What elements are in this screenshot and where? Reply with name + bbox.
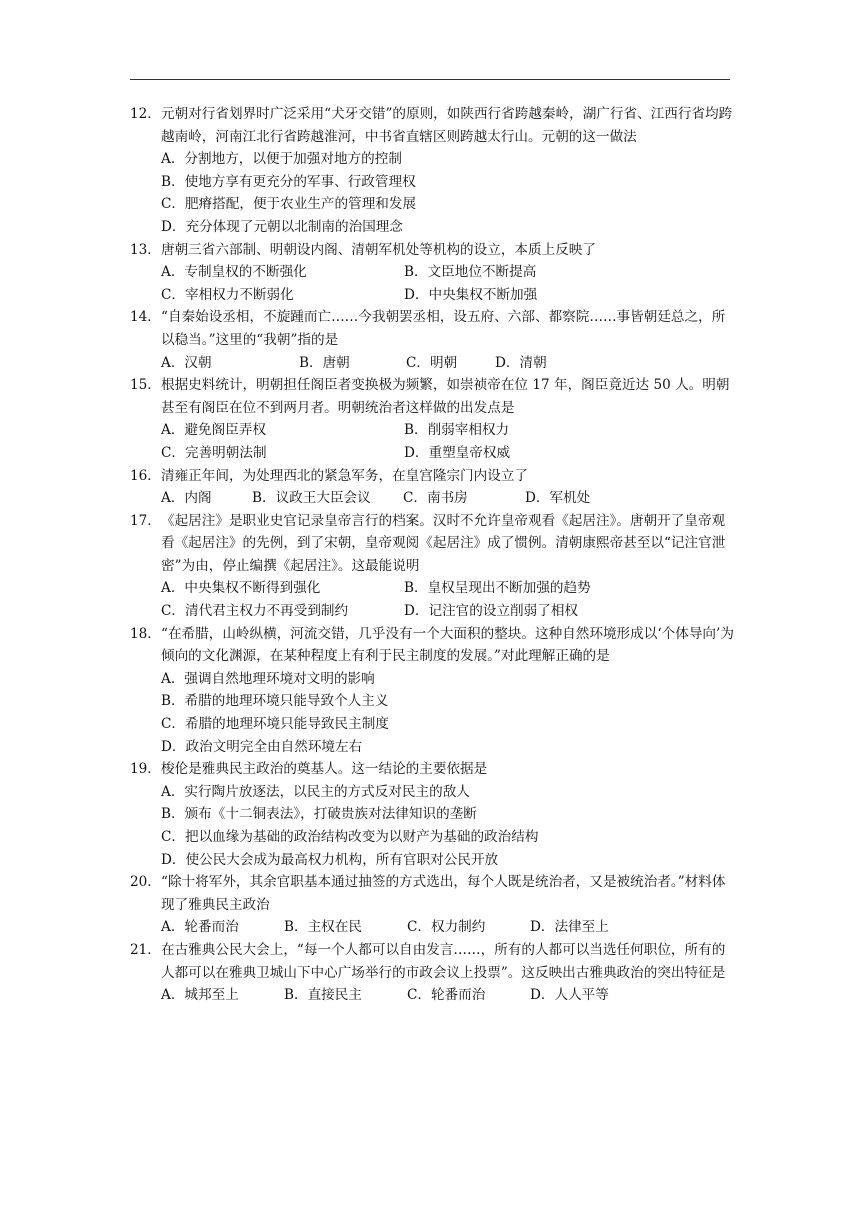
option-choice: C．宰相权力不断弱化 — [161, 286, 294, 303]
question-number: 21． — [130, 941, 161, 958]
option-choice: C．肥瘠搭配，便于农业生产的管理和发展 — [161, 196, 417, 213]
option-choice: C．完善明朝法制 — [161, 444, 267, 461]
option-choice: A．中央集权不断得到强化 — [161, 580, 321, 597]
option-choice: D．人人平等 — [530, 987, 609, 1004]
options-group — [161, 487, 734, 510]
question-number: 16． — [130, 467, 161, 484]
question-stem: 唐朝三省六部制、明朝设内阁、清朝军机处等机构的设立，本质上反映了 — [161, 241, 596, 258]
option-choice: C．权力制约 — [407, 919, 486, 936]
option-choice: B．直接民主 — [284, 987, 362, 1004]
question-number: 19． — [130, 761, 161, 778]
option-choice: C．明朝 — [406, 354, 458, 371]
question-stem: 《起居注》是职业史官记录皇帝言行的档案。汉时不允许皇帝观看《起居注》。唐朝开了皇帝观看《起居注》的先例，到了宋朝，皇帝观阅《起居注》成了惯例。清朝康熙帝甚至以“记注官泄密”为由，停止编撰《起居注》。这最能说明 — [161, 512, 726, 574]
options-row — [161, 916, 734, 939]
option-choice: B．削弱宰相权力 — [404, 422, 510, 439]
question-stem: 元朝对行省划界时广泛采用“犬牙交错”的原则，如陕西行省跨越秦岭，湖广行省、江西行省均跨越南岭，河南江北行省跨越淮河，中书省直辖区则跨越太行山。元朝的这一做法 — [161, 106, 733, 145]
options-group — [161, 781, 734, 871]
options-group — [161, 261, 734, 306]
options-group — [161, 668, 734, 758]
option-choice: D．清朝 — [495, 354, 547, 371]
question-number: 12． — [130, 106, 161, 122]
question-number: 18． — [130, 625, 161, 642]
option-choice: B．议政王大臣会议 — [252, 490, 371, 507]
question-number: 15． — [130, 377, 161, 394]
question-item — [130, 465, 734, 510]
question-item — [130, 758, 734, 871]
options-row — [161, 600, 734, 623]
question-stem: 清雍正年间，为处理西北的紧急军务，在皇宫隆宗门内设立了 — [161, 467, 529, 484]
option-choice: D．政治文明完全由自然环境左右 — [161, 738, 363, 755]
option-choice: B．颁布《十二铜表法》，打破贵族对法律知识的垄断 — [161, 806, 477, 823]
option-choice: A．分割地方，以便于加强对地方的控制 — [161, 151, 402, 168]
options-row — [161, 261, 734, 284]
options-group — [161, 577, 734, 622]
option-choice: B．皇权呈现出不断加强的趋势 — [404, 580, 591, 597]
question-item — [130, 306, 734, 374]
option-choice: D．使公民大会成为最高权力机构，所有官职对公民开放 — [161, 851, 499, 868]
options-row — [161, 352, 734, 375]
option-choice: B．使地方享有更充分的军事、行政管理权 — [161, 173, 416, 190]
option-choice: A．内阁 — [161, 490, 212, 507]
option-choice: C．南书房 — [403, 490, 468, 507]
options-group — [161, 419, 734, 464]
question-stem: “除十将军外，其余官职基本通过抽签的方式选出，每个人既是统治者，又是被统治者。”材料体现了雅典民主政治 — [161, 874, 726, 913]
question-number: 13． — [130, 241, 161, 258]
option-choice: D．法律至上 — [530, 919, 609, 936]
option-choice: A．汉朝 — [161, 354, 212, 371]
option-choice: C．希腊的地理环境只能导致民主制度 — [161, 716, 389, 733]
option-choice: A．强调自然地理环境对文明的影响 — [161, 670, 375, 687]
option-choice: B．希腊的地理环境只能导致个人主义 — [161, 693, 389, 710]
option-choice: B．文臣地位不断提高 — [404, 264, 537, 281]
question-item — [130, 623, 734, 759]
question-number: 17． — [130, 512, 161, 529]
question-item — [130, 871, 734, 939]
options-row — [161, 577, 734, 600]
option-choice: C．把以血缘为基础的政治结构改变为以财产为基础的政治结构 — [161, 829, 539, 845]
option-choice: C．轮番而治 — [407, 987, 486, 1004]
options-row — [161, 419, 734, 442]
options-group — [161, 352, 734, 375]
option-choice: D．中央集权不断加强 — [404, 286, 538, 303]
option-choice: A．轮番而治 — [161, 919, 239, 936]
question-item — [130, 239, 734, 307]
question-item — [130, 103, 734, 239]
option-choice: A．城邦至上 — [161, 987, 239, 1004]
question-number: 20． — [130, 874, 161, 891]
question-list — [130, 103, 734, 1007]
question-stem: 根据史料统计，明朝担任阁臣者变换极为频繁，如崇祯帝在位 17 年，阁臣竟近达 50 人。明朝甚至有阁臣在位不到两月者。明朝统治者这样做的出发点是 — [161, 377, 730, 416]
options-row — [161, 284, 734, 307]
option-choice: C．清代君主权力不再受到制约 — [161, 603, 349, 620]
option-choice: D．充分体现了元朝以北制南的治国理念 — [161, 218, 403, 235]
option-choice: A．避免阁臣弄权 — [161, 422, 266, 439]
question-stem: 梭伦是雅典民主政治的奠基人。这一结论的主要依据是 — [161, 761, 488, 778]
question-stem: “自秦始设丞相，不旋踵而亡……今我朝罢丞相，设五府、六部、都察院……事皆朝廷总之，所以稳当。”这里的“我朝”指的是 — [161, 309, 726, 348]
question-stem: 在古雅典公民大会上，“每一个人都可以自由发言……，所有的人都可以当选任何职位，所有的人都可以在雅典卫城山下中心广场举行的市政会议上投票”。这反映出古雅典政治的突出特征是 — [161, 941, 726, 981]
question-number: 14． — [130, 309, 161, 326]
question-item — [130, 939, 734, 1007]
options-group — [161, 984, 734, 1007]
options-row — [161, 984, 734, 1007]
options-row — [161, 487, 734, 510]
option-choice: B．主权在民 — [284, 919, 362, 936]
options-row — [161, 442, 734, 465]
option-choice: D．军机处 — [525, 490, 591, 507]
question-item — [130, 374, 734, 464]
question-item — [130, 510, 734, 623]
question-stem: “在希腊，山岭纵横，河流交错，几乎没有一个大面积的整块。这种自然环境形成以‘个体导向’为倾向的文化渊源，在某种程度上有利于民主制度的发展。”对此理解正确的是 — [161, 625, 734, 665]
options-group — [161, 148, 734, 238]
option-choice: D．记注官的设立削弱了相权 — [404, 603, 579, 620]
header-rule — [130, 79, 730, 80]
option-choice: B．唐朝 — [299, 354, 350, 371]
option-choice: A．实行陶片放逐法，以民主的方式反对民主的敌人 — [161, 783, 470, 800]
option-choice: D．重塑皇帝权威 — [404, 444, 511, 461]
option-choice: A．专制皇权的不断强化 — [161, 264, 307, 281]
options-group — [161, 916, 734, 939]
